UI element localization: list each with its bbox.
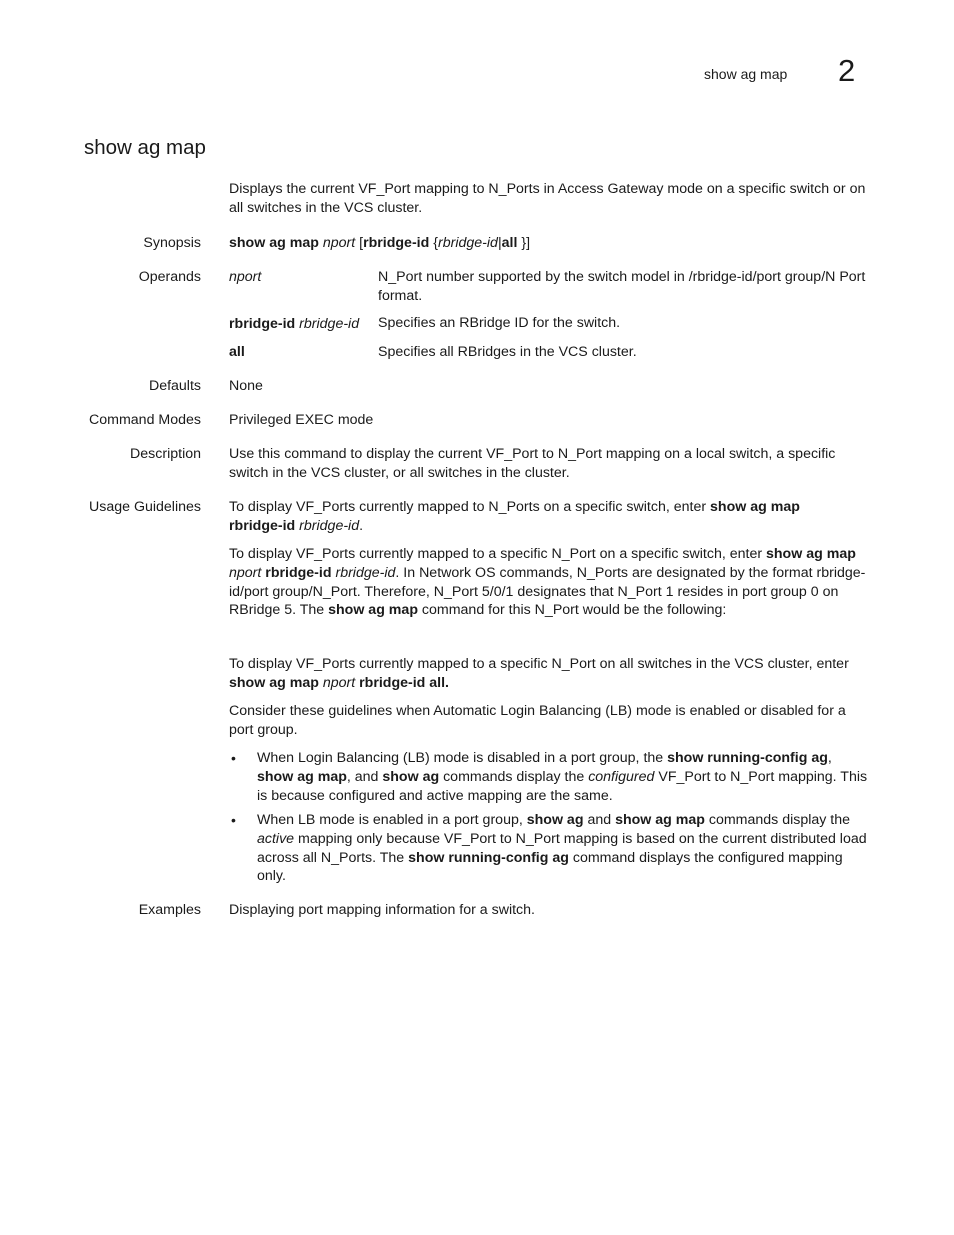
command-modes-text: Privileged EXEC mode: [229, 412, 374, 428]
operand-term: nport: [229, 269, 262, 285]
label-synopsis: Synopsis: [143, 235, 201, 251]
synopsis-text: show ag map nport [rbridge-id {rbridge-id|all }]: [229, 235, 531, 251]
label-operands: Operands: [138, 269, 201, 285]
description-text: Use this command to display the current VF_Port to N_Port mapping on a local switch, a specific switch in the VCS cluster, or all switches in the cluster.: [229, 446, 836, 481]
defaults-text: None: [229, 378, 263, 394]
label-command-modes: Command Modes: [89, 412, 201, 428]
examples-text: Displaying port mapping information for a switch.: [229, 902, 535, 918]
operand-desc: Specifies an RBridge ID for the switch.: [378, 315, 621, 331]
label-usage-guidelines: Usage Guidelines: [89, 499, 201, 515]
usage-paragraph: To display VF_Ports currently mapped to a specific N_Port on all switches in the VCS cluster, enter show ag map nport rbridge-id all.: [229, 656, 849, 691]
page-title: show ag map: [84, 136, 206, 159]
bullet-item: When Login Balancing (LB) mode is disabled in a port group, the show running-config ag, show ag map, and show ag commands display the configured VF_Port to N_Port mapping. This is because configured and active mapping are the same.: [257, 750, 868, 804]
label-examples: Examples: [138, 902, 201, 918]
intro-paragraph: Displays the current VF_Port mapping to N_Ports in Access Gateway mode on a specific switch or on all switches in the VCS cluster.: [229, 181, 866, 216]
bullet-item: When LB mode is enabled in a port group, show ag and show ag map commands display the active mapping only because VF_Port to N_Port mapping is based on the current distributed load across all N_Ports. The show running-config ag command displays the configured mapping only.: [257, 812, 867, 885]
operand-term: all: [229, 344, 245, 360]
operand-desc: Specifies all RBridges in the VCS cluster.: [378, 344, 637, 360]
bullet-glyph: •: [231, 750, 236, 766]
usage-paragraph: To display VF_Ports currently mapped to a specific N_Port on a specific switch, enter show ag map nport rbridge-id rbridge-id. In Network OS commands, N_Ports are designated by the format rbridge-id/port group/N_Port. Therefore, N_Port 5/0/1 designates that N_Port 1 resides in port group 0 on RBridge 5. The show ag map command for this N_Port would be the following:: [229, 546, 866, 619]
usage-paragraph: To display VF_Ports currently mapped to N_Ports on a specific switch, enter show ag map rbridge-id rbridge-id.: [229, 499, 800, 534]
bullet-glyph: •: [231, 812, 236, 828]
operand-term: rbridge-id rbridge-id: [229, 316, 360, 332]
running-header-title: show ag map: [704, 66, 788, 82]
label-description: Description: [130, 446, 201, 462]
operand-desc: N_Port number supported by the switch model in /rbridge-id/port group/N Port format.: [378, 269, 866, 304]
label-defaults: Defaults: [148, 378, 201, 394]
usage-paragraph: Consider these guidelines when Automatic Login Balancing (LB) mode is enabled or disabled for a port group.: [229, 703, 846, 738]
chapter-number: 2: [838, 53, 856, 88]
